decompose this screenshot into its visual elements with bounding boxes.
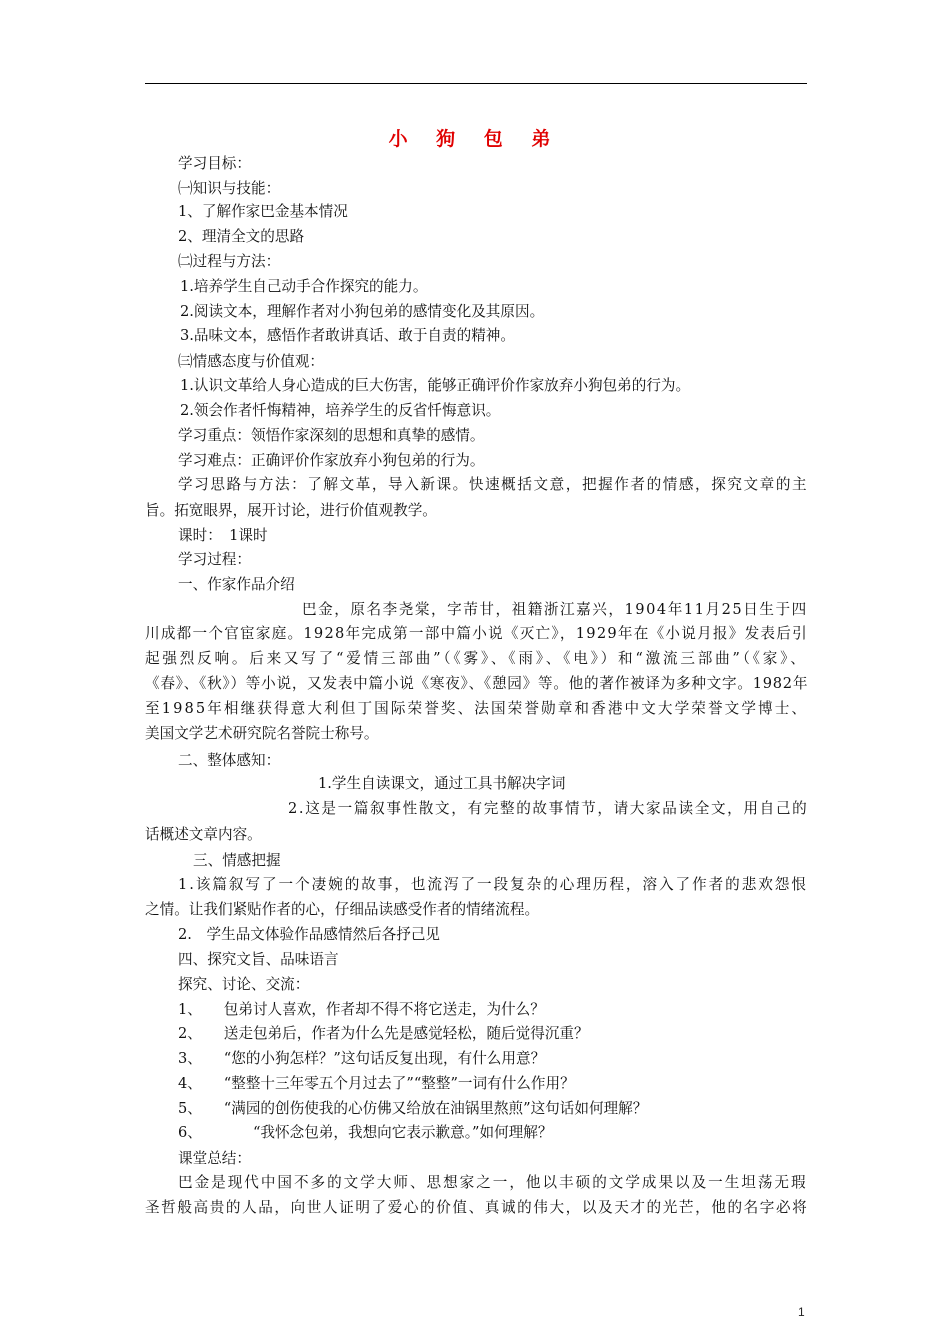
text-line: 美国文学艺术研究院名誉院士称号。 xyxy=(145,725,379,742)
text-line: 1.该篇叙写了一个凄婉的故事，也流泻了一段复杂的心理历程，溶入了作者的悲欢怨恨 xyxy=(178,876,808,893)
text-line: 2、理清全文的思路 xyxy=(178,228,305,245)
text-line: 6、 “我怀念包弟，我想向它表示歉意。”如何理解？ xyxy=(178,1124,553,1141)
text-line: 2.领会作者忏悔精神，培养学生的反省忏悔意识。 xyxy=(180,402,501,419)
text-line: 2、 送走包弟后，作者为什么先是感觉轻松，随后觉得沉重？ xyxy=(178,1025,589,1042)
text-line: 三、情感把握 xyxy=(193,852,281,869)
text-line: 旨。拓宽眼界，展开讨论，进行价值观教学。 xyxy=(145,502,437,519)
text-line: ㈡过程与方法： xyxy=(178,253,281,270)
text-line: 一、作家作品介绍 xyxy=(178,576,295,593)
text-line: 《春》、《秋》）等小说，又发表中篇小说《寒夜》、《憩园》等。他的著作被译为多种文字。1982年 xyxy=(145,675,809,692)
text-line: 学习目标： xyxy=(178,155,251,172)
text-line: 学习重点：领悟作家深刻的思想和真挚的感情。 xyxy=(178,427,485,444)
header-rule xyxy=(145,83,807,84)
text-line: 1.培养学生自己动手合作探究的能力。 xyxy=(180,278,428,295)
text-line: 3、 “您的小狗怎样？”这句话反复出现，有什么用意？ xyxy=(178,1050,546,1067)
document-title: 小 狗 包 弟 xyxy=(388,128,562,150)
text-line: 话概述文章内容。 xyxy=(145,826,262,843)
text-line: ㈠知识与技能： xyxy=(178,180,281,197)
text-line: 1、 包弟讨人喜欢，作者却不得不将它送走，为什么？ xyxy=(178,1001,545,1018)
text-line: 1.认识文革给人身心造成的巨大伤害，能够正确评价作家放弃小狗包弟的行为。 xyxy=(180,377,691,394)
text-line: 之情。让我们紧贴作者的心，仔细品读感受作者的情绪流程。 xyxy=(145,901,540,918)
text-line: 课时： 1课时 xyxy=(178,527,268,544)
text-line: 探究、讨论、交流： xyxy=(178,976,310,993)
text-line: 3.品味文本，感悟作者敢讲真话、敢于自责的精神。 xyxy=(180,327,515,344)
text-line: 二、整体感知： xyxy=(178,752,281,769)
text-line: 1.学生自读课文，通过工具书解决字词 xyxy=(318,775,566,792)
text-line: 2.这是一篇叙事性散文，有完整的故事情节，请大家品读全文，用自己的 xyxy=(288,800,809,817)
text-line: ㈢情感态度与价值观： xyxy=(178,353,324,370)
text-line: 4、 “整整十三年零五个月过去了”“整整”一词有什么作用？ xyxy=(178,1075,575,1092)
text-line: 2. 学生品文体验作品感情然后各抒己见 xyxy=(178,926,441,943)
text-line: 1、了解作家巴金基本情况 xyxy=(178,203,348,220)
text-line: 学习思路与方法：了解文革，导入新课。快速概括文意，把握作者的情感，探究文章的主 xyxy=(178,476,809,493)
page-number: 1 xyxy=(798,1305,805,1319)
text-line: 起强烈反响。后来又写了“爱情三部曲”（《雾》、《雨》、《电》）和“激流三部曲”（《家》、 xyxy=(145,650,808,667)
text-line: 2.阅读文本，理解作者对小狗包弟的感情变化及其原因。 xyxy=(180,303,545,320)
text-line: 至1985年相继获得意大利但丁国际荣誉奖、法国荣誉勋章和香港中文大学荣誉文学博士、 xyxy=(145,700,809,717)
text-line: 巴金是现代中国不多的文学大师、思想家之一，他以丰硕的文学成果以及一生坦荡无瑕 xyxy=(178,1174,808,1191)
text-line: 5、 “满园的创伤使我的心仿佛又给放在油锅里熬煎”这句话如何理解？ xyxy=(178,1100,648,1117)
text-line: 学习过程： xyxy=(178,551,251,568)
text-line: 巴金，原名李尧棠，字芾甘，祖籍浙江嘉兴，1904年11月25日生于四 xyxy=(302,601,808,618)
text-line: 学习难点：正确评价作家放弃小狗包弟的行为。 xyxy=(178,452,485,469)
text-line: 四、探究文旨、品味语言 xyxy=(178,951,339,968)
text-line: 课堂总结： xyxy=(178,1150,251,1167)
text-line: 川成都一个官宦家庭。1928年完成第一部中篇小说《灭亡》，1929年在《小说月报》发表后引 xyxy=(145,625,808,642)
text-line: 圣哲般高贵的人品，向世人证明了爱心的价值、真诚的伟大，以及天才的光芒，他的名字必将 xyxy=(145,1199,809,1216)
